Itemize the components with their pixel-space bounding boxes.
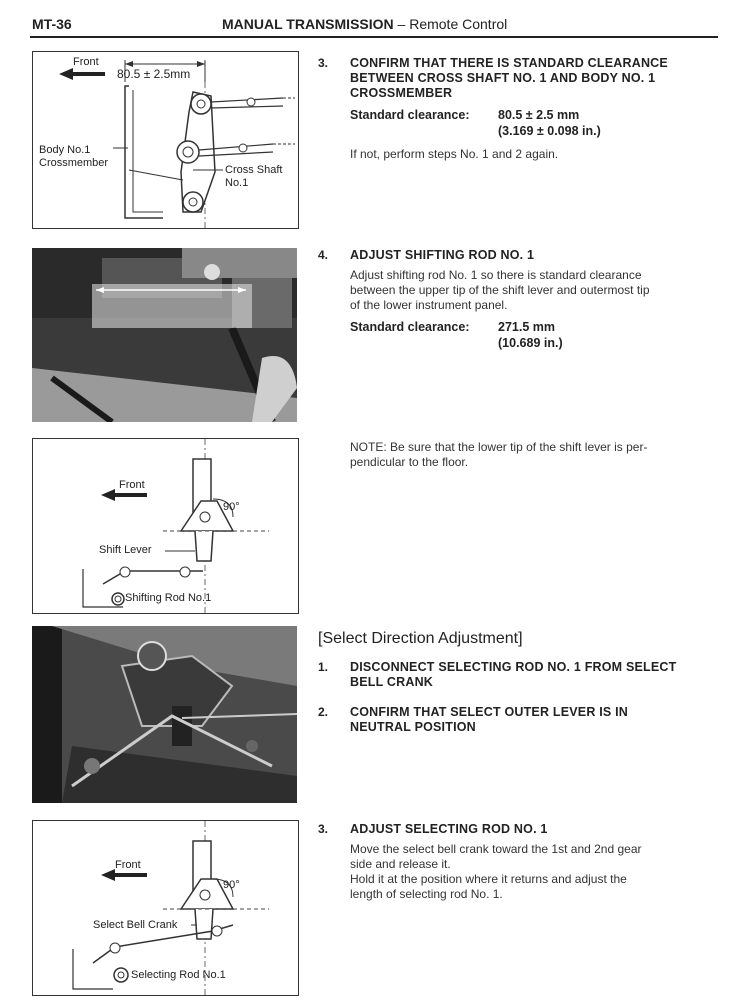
section-heading: [Select Direction Adjustment]: [318, 630, 523, 647]
angle-label: 90°: [223, 879, 240, 891]
select-step3-number: 3.: [318, 822, 329, 836]
header-rule: [30, 36, 718, 38]
note-line1: NOTE: Be sure that the lower tip of the shift lever is per-: [350, 440, 648, 454]
select-step2-line2: NEUTRAL POSITION: [350, 720, 476, 734]
step3-spec-label: Standard clearance:: [350, 108, 470, 122]
shift-lever-label: Shift Lever: [99, 544, 152, 556]
step3-title-line3: CROSSMEMBER: [350, 86, 453, 100]
select-step1-number: 1.: [318, 660, 329, 674]
select-step3-title: ADJUST SELECTING ROD NO. 1: [350, 822, 548, 836]
step3-number: 3.: [318, 56, 329, 70]
front-label: Front: [119, 479, 145, 491]
page-title: [222, 16, 507, 32]
step3-spec-value-2: (3.169 ± 0.098 in.): [498, 124, 601, 138]
select-step3-line3: Hold it at the position where it returns and adjust the: [350, 872, 627, 886]
step3-spec-value-1: 80.5 ± 2.5 mm: [498, 108, 580, 122]
select-step2-line1: CONFIRM THAT SELECT OUTER LEVER IS IN: [350, 705, 629, 719]
title-main: MANUAL TRANSMISSION: [222, 16, 394, 32]
bell-crank-photo: [32, 626, 297, 803]
select-step3-line1: Move the select bell crank toward the 1st and 2nd gear: [350, 842, 642, 856]
select-step1-line1: DISCONNECT SELECTING ROD NO. 1 FROM SELECT: [350, 660, 677, 674]
select-step3-line4: length of selecting rod No. 1.: [350, 887, 503, 901]
title-sub: – Remote Control: [397, 16, 508, 32]
step4-number: 4.: [318, 248, 329, 262]
step3-title-line2: BETWEEN CROSS SHAFT NO. 1 AND BODY NO. 1: [350, 71, 656, 85]
shifting-rod-label: Shifting Rod No.1: [125, 592, 212, 604]
step3-title-line1: CONFIRM THAT THERE IS STANDARD CLEARANCE: [350, 56, 668, 70]
select-step2-number: 2.: [318, 705, 329, 719]
shift-lever-drawing: [33, 439, 298, 613]
cross-shaft-label-2: No.1: [225, 177, 249, 189]
step4-body-line1: Adjust shifting rod No. 1 so there is standard clearance: [350, 268, 642, 282]
angle-label: 90°: [223, 501, 240, 513]
step4-spec-value-2: (10.689 in.): [498, 336, 563, 350]
figure-cross-shaft-clearance: [32, 51, 299, 229]
bell-crank-label: Select Bell Crank: [93, 919, 178, 931]
figure-shift-lever: [32, 438, 299, 614]
step4-spec-label: Standard clearance:: [350, 320, 470, 334]
step3-note: If not, perform steps No. 1 and 2 again.: [350, 147, 559, 161]
selecting-rod-label: Selecting Rod No.1: [131, 969, 226, 981]
step4-body-line2: between the upper tip of the shift lever and outermost tip: [350, 283, 650, 297]
figure-select-bell-crank: [32, 820, 299, 996]
front-label: Front: [73, 56, 99, 68]
cross-shaft-label-1: Cross Shaft: [225, 164, 283, 176]
instrument-panel-photo: [32, 248, 297, 422]
body-crossmember-label-2: Crossmember: [39, 157, 109, 169]
step4-title: ADJUST SHIFTING ROD NO. 1: [350, 248, 535, 262]
select-step3-line2: side and release it.: [350, 857, 451, 871]
note-line2: pendicular to the floor.: [350, 455, 469, 469]
page-number: MT-36: [32, 16, 72, 32]
select-step1-line2: BELL CRANK: [350, 675, 434, 689]
photo-select-bell-crank: [32, 626, 297, 803]
step4-spec-value-1: 271.5 mm: [498, 320, 555, 334]
dimension-label: 80.5 ± 2.5mm: [117, 67, 191, 81]
front-label: Front: [115, 859, 141, 871]
photo-instrument-panel: [32, 248, 297, 422]
body-crossmember-label-1: Body No.1: [39, 144, 91, 156]
step4-body-line3: of the lower instrument panel.: [350, 298, 508, 312]
